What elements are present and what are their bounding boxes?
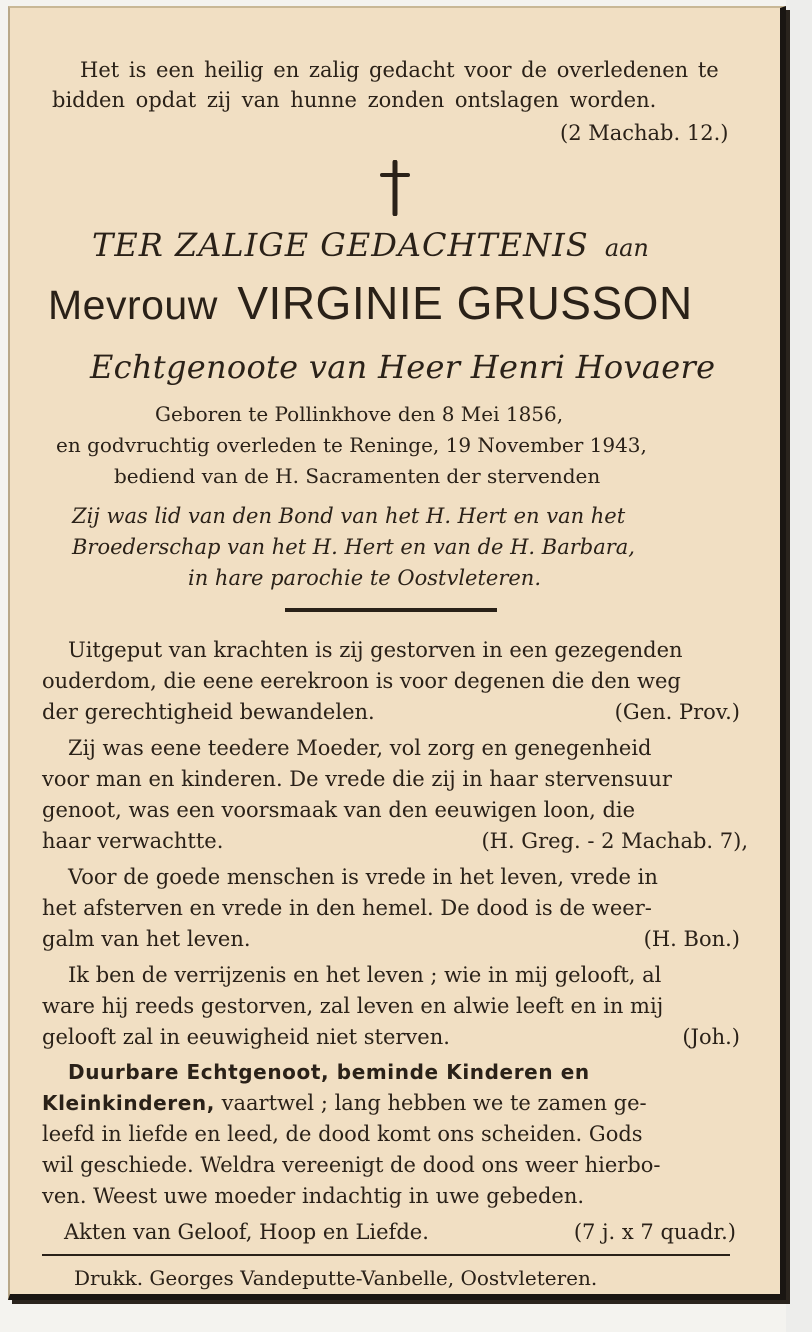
footer-rule	[42, 1254, 730, 1256]
para1-text: der gerechtigheid bewandelen.	[42, 700, 375, 724]
section-divider	[285, 608, 497, 612]
death-line: en godvruchtig overleden te Reninge, 19 November 1943,	[56, 433, 647, 457]
indulgence-text: Akten van Geloof, Hoop en Liefde.	[64, 1220, 429, 1244]
para1-line-2: ouderdom, die eene eerekroon is voor degenen die den weg	[42, 669, 681, 693]
memorial-heading	[92, 226, 649, 264]
para5-bold-word: Kleinkinderen,	[42, 1091, 215, 1115]
deceased-name	[48, 276, 693, 330]
sacraments-line: bediend van de H. Sacramenten der stervenden	[114, 464, 601, 488]
para2-line-1: Zij was eene teedere Moeder, vol zorg en genegenheid	[68, 736, 652, 760]
para3-line-2: het afsterven en vrede in den hemel. De dood is de weer-	[42, 896, 652, 920]
para4-source: (Joh.)	[682, 1025, 740, 1049]
para1-source: (Gen. Prov.)	[614, 700, 740, 724]
membership-line-2: Broederschap van het H. Hert en van de H. Barbara,	[72, 535, 635, 559]
para2-text: haar verwachtte.	[42, 829, 224, 853]
indulgence-line	[64, 1220, 736, 1244]
heading-main: TER ZALIGE GEDACHTENIS	[92, 226, 589, 264]
para2-line-4	[42, 829, 748, 853]
membership-line-1: Zij was lid van den Bond van het H. Hert en van het	[72, 504, 626, 528]
name-prefix: Mevrouw	[48, 282, 218, 328]
para5-line-4: wil geschiede. Weldra vereenigt de dood ons weer hierbo-	[42, 1153, 661, 1177]
epigraph-line-1: Het is een heilig en zalig gedacht voor de overledenen te	[80, 58, 719, 82]
birth-line: Geboren te Pollinkhove den 8 Mei 1856,	[155, 402, 564, 426]
para3-line-3	[42, 927, 740, 951]
indulgence-source: (7 j. x 7 quadr.)	[573, 1220, 736, 1244]
para5-line-1: Duurbare Echtgenoot, beminde Kinderen en	[68, 1060, 590, 1084]
cross-icon	[378, 160, 412, 216]
spouse-line: Echtgenoote van Heer Henri Hovaere	[90, 348, 716, 386]
para5-line-2	[42, 1091, 647, 1115]
para1-line-3	[42, 700, 740, 724]
para1-line-1: Uitgeput van krachten is zij gestorven in een gezegenden	[68, 638, 683, 662]
para5-line-2-rest: vaartwel ; lang hebben we te zamen ge-	[221, 1091, 647, 1115]
para4-line-1: Ik ben de verrijzenis en het leven ; wie in mij gelooft, al	[68, 963, 662, 987]
para5-line-3: leefd in liefde en leed, de dood komt ons scheiden. Gods	[42, 1122, 643, 1146]
scan-background-strip	[786, 0, 812, 1332]
para4-line-2: ware hij reeds gestorven, zal leven en alwie leeft en in mij	[42, 994, 664, 1018]
para3-line-1: Voor de goede menschen is vrede in het leven, vrede in	[68, 865, 658, 889]
epigraph-line-2: bidden opdat zij van hunne zonden ontslagen worden.	[52, 88, 657, 112]
para4-line-3	[42, 1025, 740, 1049]
heading-aan: aan	[604, 234, 649, 262]
para5-line-5: ven. Weest uwe moeder indachtig in uwe gebeden.	[42, 1184, 585, 1208]
membership-line-3: in hare parochie te Oostvleteren.	[188, 566, 542, 590]
name-full: VIRGINIE GRUSSON	[237, 277, 693, 329]
epigraph-source: (2 Machab. 12.)	[560, 121, 729, 145]
para3-text: galm van het leven.	[42, 927, 251, 951]
memorial-card	[8, 6, 786, 1300]
printer-credit: Drukk. Georges Vandeputte-Vanbelle, Oostvleteren.	[74, 1266, 598, 1290]
para2-source: (H. Greg. - 2 Machab. 7),	[481, 829, 748, 853]
para2-line-2: voor man en kinderen. De vrede die zij in haar stervensuur	[42, 767, 672, 791]
para2-line-3: genoot, was een voorsmaak van den eeuwigen loon, die	[42, 798, 636, 822]
para3-source: (H. Bon.)	[643, 927, 740, 951]
para4-text: gelooft zal in eeuwigheid niet sterven.	[42, 1025, 450, 1049]
